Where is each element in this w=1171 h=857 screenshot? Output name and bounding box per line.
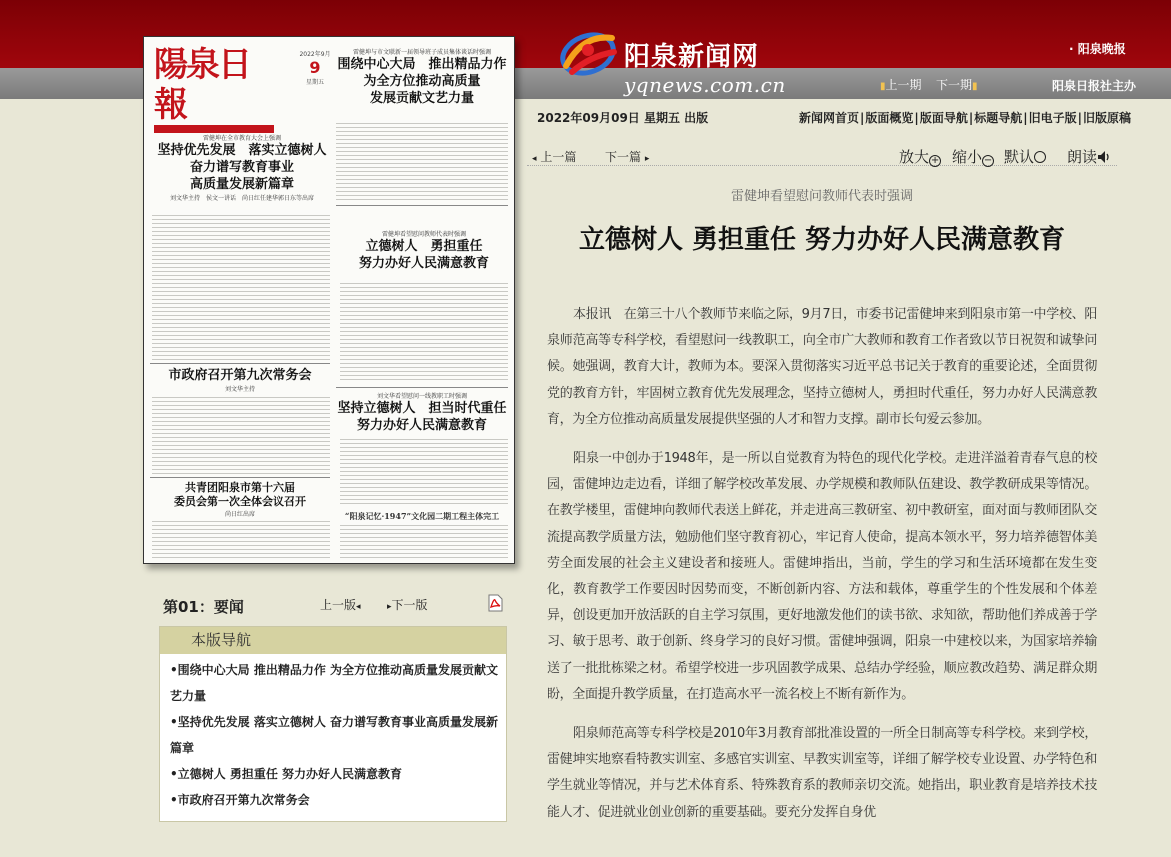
nav-link-title-nav[interactable]: 标题导航 — [974, 111, 1023, 125]
speaker-icon — [1097, 150, 1111, 164]
nav-separator: | — [1077, 111, 1083, 125]
newspaper-masthead — [154, 45, 279, 125]
page-nav-item[interactable]: •围绕中心大局 推出精品力作 为全方位推动高质量发展贡献文艺力量 — [170, 663, 499, 703]
nav-separator: | — [914, 111, 919, 125]
next-article-label: 下一篇 — [605, 150, 642, 164]
logo-swirl-icon — [558, 26, 620, 78]
prev-article-label: 上一篇 — [540, 150, 577, 164]
next-article-link[interactable] — [605, 148, 649, 165]
story7-text-lines — [340, 525, 508, 559]
prev-issue-label: 上一期 — [885, 78, 922, 92]
paper-rule — [150, 363, 330, 364]
prev-page-label: 上一版 — [320, 598, 357, 612]
nav-link-home[interactable]: 新闻网首页 — [799, 111, 860, 125]
section-label: 第01：要闻 — [163, 598, 244, 616]
page-nav-item[interactable]: •市政府召开第九次常务会 — [170, 793, 310, 807]
site-logo[interactable] — [558, 22, 798, 97]
story7-head: “阳泉记忆·1947”文化园二期工程主体完工 — [344, 511, 500, 521]
story1-head-2: 为全方位推动高质量 — [363, 74, 481, 89]
story1-kicker: 雷健坤与市文联新一届领导班子成员集体谈话时强调 — [352, 49, 491, 56]
next-page-icon: ▸ — [387, 602, 392, 612]
prev-article-icon: ◂ — [532, 154, 537, 164]
article-paragraph: 阳泉师范高等专科学校是2010年3月教育部批准设置的一所全日制高等专科学校。来到学校，雷健坤实地察看特教实训室、多感官实训室、早教实训室等，详细了解学校专业设置、办学特色和学生就业等情况，并与艺术体育系、特殊教育系的教师亲切交流。她指出，职业教育是培养技术技能人才、促进就业创业创新的重要基础。要充分发挥自身优 — [547, 726, 1097, 820]
nav-link-old-draft[interactable]: 旧版原稿 — [1083, 111, 1132, 125]
story6-byline: 尚日红出席 — [224, 511, 255, 518]
default-size-label: 默认 — [1004, 148, 1035, 166]
nav-link-old-edition[interactable]: 旧电子版 — [1028, 111, 1077, 125]
story5-head-1: 坚持立德树人 担当时代重任 — [337, 401, 507, 416]
nav-separator: | — [968, 111, 974, 125]
story1-text-lines — [336, 123, 508, 203]
nav-separator: | — [1023, 111, 1028, 125]
story3-kicker: 雷健坤看望慰问教师代表时强调 — [381, 231, 466, 238]
paper-rule — [150, 477, 330, 478]
next-article-icon: ▸ — [644, 154, 650, 164]
page-nav-title: 本版导航 — [160, 627, 506, 654]
evening-paper-link[interactable]: · 阳泉晚报 — [1069, 42, 1126, 56]
zoom-out-button[interactable] — [952, 146, 994, 167]
story2-head-1: 坚持优先发展 落实立德树人 — [157, 143, 327, 158]
page-nav-item[interactable]: •立德树人 勇担重任 努力办好人民满意教育 — [170, 767, 403, 781]
zoom-in-button[interactable] — [899, 146, 941, 167]
default-size-button[interactable] — [1004, 146, 1046, 167]
story2-text-lines — [152, 215, 330, 363]
publication-date: 2022年09月09日 星期五 出版 — [537, 111, 709, 125]
article-paragraph: 阳泉一中创办于1948年，是一所以自觉教育为特色的现代化学校。走进洋溢着青春气息的校园，雷健坤边走边看，详细了解学校改革发展、办学规模和教师队伍建设、教学教研成果等情况。在教学楼里，雷健坤向教师代表送上鲜花，并走进高三教研室、初中教研室，面对面与教师团队交流提高教学质量方法，勉励他们坚守教育初心，牢记育人使命，提高本领水平，努力培养德智体美劳全面发展的社会主义建设者和接班人。雷健坤指出，当前，学生的学习和生活环境都在发生变化，教育教学工作要因时因势而变，不断创新内容、方法和载体，尊重学生的个性发展和个体差异，创设更加开放活跃的自主学习氛围，更好地激发他们的读书欲、求知欲，帮助他们养成善于学习、敏于思考、敢于创新、终身学习的良好习惯。雷健坤强调，阳泉一中建校以来，为国家培养输送了一批批栋梁之材。希望学校进一步巩固教学成果、总结办学经验，顺应教改趋势、满足群众期盼，全面提升教学质量，在打造高水平一流名校上不断有新作为。 — [547, 451, 1097, 702]
story6-head-2: 委员会第一次全体会议召开 — [174, 495, 306, 508]
plus-icon: + — [930, 155, 940, 166]
story2-block[interactable] — [148, 133, 336, 202]
zoom-out-label: 缩小 — [952, 148, 983, 166]
story4-text-lines — [152, 397, 330, 475]
story2-byline: 刘文华主持 侯文一讲话 尚日红任建华郭日东等出席 — [169, 195, 314, 202]
circle-icon — [1034, 151, 1046, 163]
next-issue-link[interactable] — [936, 76, 978, 93]
story4-byline: 刘文华主持 — [224, 386, 255, 393]
article-paragraph: 本报讯 在第三十八个教师节来临之际，9月7日，市委书记雷健坤来到阳泉市第一中学校、阳泉师范高等专科学校，看望慰问一线教职工，向全市广大教师和教育工作者致以节日祝贺和诚挚问候。她强调，教育大计，教师为本。要深入贯彻落实习近平总书记关于教育的重要论述，全面贯彻党的教育方针，牢固树立教育优先发展理念，坚持立德树人，勇担时代重任，努力办好人民满意教育，为全方位推动高质量发展提供坚强的人才和智力支撑。副市长句爱云参加。 — [547, 307, 1097, 427]
story5-head-2: 努力办好人民满意教育 — [356, 418, 487, 433]
masthead-title: 陽泉日報 — [154, 45, 250, 125]
masthead-day: 9 — [309, 58, 321, 77]
story7-block[interactable] — [336, 511, 508, 522]
site-url: yqnews.com.cn — [624, 73, 786, 97]
prev-issue-link[interactable] — [880, 76, 922, 93]
story6-block[interactable] — [150, 481, 330, 518]
paper-rule — [336, 387, 508, 388]
article-title: 立德树人 勇担重任 努力办好人民满意教育 — [578, 225, 1066, 255]
read-aloud-button[interactable] — [1067, 146, 1111, 167]
next-issue-icon: ▮ — [972, 81, 978, 92]
masthead-date — [289, 49, 341, 101]
nav-separator: | — [860, 111, 865, 125]
page-nav-item[interactable]: •坚持优先发展 落实立德树人 奋力谱写教育事业高质量发展新篇章 — [170, 715, 499, 755]
story2-kicker: 雷健坤在全市教育大会上强调 — [202, 135, 281, 142]
story5-kicker: 刘文华看望慰问一线教职工时强调 — [376, 393, 467, 400]
prev-page-link[interactable] — [320, 596, 361, 613]
read-aloud-label: 朗读 — [1067, 148, 1098, 166]
story2-head-3: 高质量发展新篇章 — [189, 177, 294, 192]
next-page-link[interactable] — [387, 596, 428, 613]
paper-rule — [336, 205, 508, 206]
story2-head-2: 奋力谱写教育事业 — [189, 160, 294, 175]
masthead-red-bar — [154, 125, 274, 133]
story3-block[interactable] — [340, 229, 508, 272]
story3-text-lines — [340, 283, 508, 383]
article-body — [547, 302, 1097, 839]
next-page-label: 下一版 — [391, 598, 428, 612]
story4-head: 市政府召开第九次常务会 — [168, 368, 312, 383]
site-name: 阳泉新闻网 — [624, 42, 760, 72]
nav-link-page-nav[interactable]: 版面导航 — [919, 111, 968, 125]
story5-text-lines — [340, 439, 508, 505]
story1-head-3: 发展贡献文艺力量 — [369, 91, 474, 106]
press-label: 阳泉日报社主办 — [1052, 79, 1137, 93]
masthead-date-line: 2022年9月 — [299, 51, 331, 58]
story4-block[interactable] — [150, 367, 330, 393]
page-nav-box — [159, 626, 507, 822]
story6-head-1: 共青团阳泉市第十六届 — [185, 481, 295, 494]
story3-head-1: 立德树人 勇担重任 — [365, 239, 483, 254]
page-nav-list — [160, 654, 506, 813]
masthead-weekday: 星期五 — [305, 79, 324, 86]
zoom-in-label: 放大 — [899, 148, 930, 166]
prev-page-icon: ◂ — [356, 602, 361, 612]
newspaper-page-image[interactable] — [143, 36, 515, 564]
next-issue-label: 下一期 — [936, 78, 973, 92]
story5-block[interactable] — [336, 391, 508, 434]
article-kicker: 雷健坤看望慰问教师代表时强调 — [730, 189, 913, 204]
top-nav-links — [799, 109, 1131, 126]
minus-icon: − — [983, 155, 993, 166]
pdf-download-icon[interactable] — [487, 594, 503, 612]
story6-text-lines — [152, 521, 330, 559]
story1-head-1: 围绕中心大局 推出精品力作 — [337, 57, 507, 72]
story1-block[interactable] — [336, 47, 508, 107]
article-toolbar — [527, 144, 1117, 166]
story3-head-2: 努力办好人民满意教育 — [358, 256, 489, 271]
prev-article-link[interactable] — [532, 148, 576, 165]
prev-issue-icon: ▮ — [880, 81, 886, 92]
nav-link-overview[interactable]: 版面概览 — [865, 111, 914, 125]
